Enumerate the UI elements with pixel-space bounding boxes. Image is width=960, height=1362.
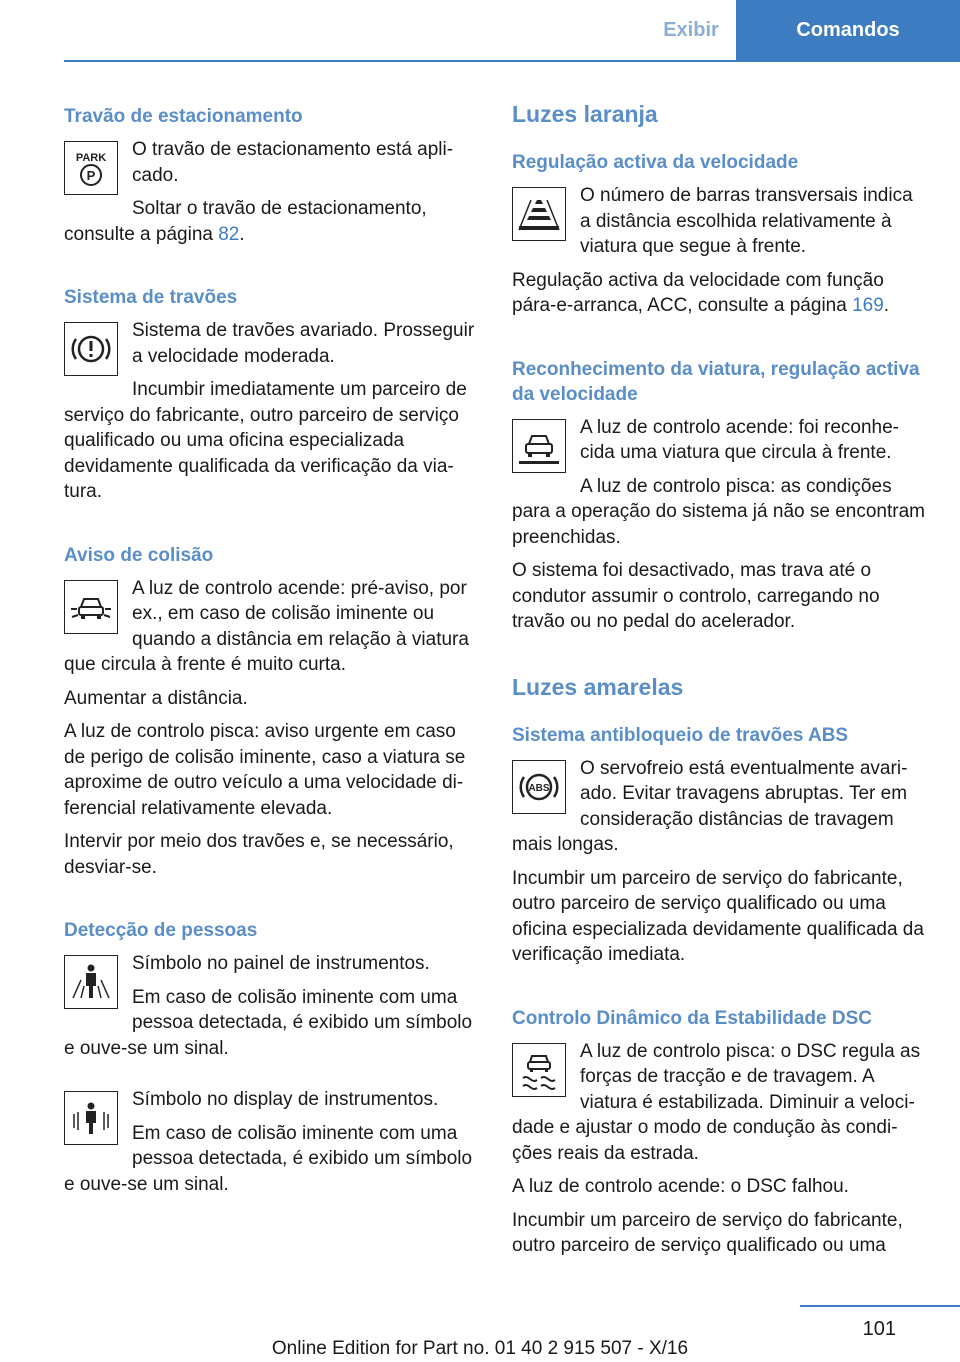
page-ref-link[interactable]: 82 <box>218 223 240 245</box>
section-title: Travão de estacionamento <box>64 106 303 127</box>
page-number: 101 <box>862 1318 896 1340</box>
paragraph: A luz de controlo pisca: o DSC regula as forças de tracção e de travagem. A viatura é estabilizada. Diminuir a velocidade e ajustar o modo de condução às condições reais da estrada. <box>512 1040 921 1164</box>
icon-block <box>64 318 480 513</box>
vehicle-detected-icon <box>512 419 566 473</box>
section-vehicle-detection <box>512 357 926 643</box>
pedestrian-sound-icon <box>64 1091 118 1145</box>
paragraph: Símbolo no painel de instrumentos. <box>132 953 430 974</box>
paragraph: A luz de controlo acende: foi reconhecida uma viatura que circula à frente. <box>580 416 899 463</box>
heading-yellow-lights: Luzes amarelas <box>512 673 684 700</box>
section-title: Sistema de travões <box>64 287 238 308</box>
section-parking-brake <box>64 104 480 255</box>
abs-icon-label: ABS <box>528 782 550 794</box>
paragraph: Incumbir um parceiro de serviço do fabricante, outro parceiro de serviço qualificado ou uma <box>512 1209 903 1256</box>
paragraph: Sistema de travões avariado. Prosseguir a velocidade moderada. <box>132 320 475 367</box>
svg-text:P: P <box>86 168 96 183</box>
paragraph: Aumentar a distância. <box>64 687 248 709</box>
text: . <box>883 295 890 316</box>
paragraph: Em caso de colisão iminente com uma pessoa detectada, é exibido um símbolo e ouve-se um sinal. <box>64 986 473 1059</box>
dsc-icon <box>512 1043 566 1097</box>
section-title: Controlo Dinâmico da Estabilidade DSC <box>512 1007 872 1029</box>
distance-bars-icon <box>512 187 566 241</box>
tab-comandos[interactable]: Comandos <box>736 0 960 60</box>
page-ref-link[interactable]: 169 <box>852 295 884 316</box>
header-tabs <box>646 0 960 60</box>
section-collision-warning <box>64 543 480 889</box>
icon-block <box>512 415 926 643</box>
section-title: Aviso de colisão <box>64 544 214 566</box>
text: . <box>239 223 245 245</box>
paragraph <box>64 196 480 247</box>
section-title: Detecção de pessoas <box>64 920 258 941</box>
paragraph: O travão de estacionamento está aplicado. <box>132 139 454 186</box>
svg-text:PARK: PARK <box>75 152 107 164</box>
paragraph <box>512 268 926 319</box>
icon-block <box>512 756 926 976</box>
section-dsc <box>512 1006 926 1267</box>
paragraph: Incumbir um parceiro de serviço do fabricante, outro parceiro de serviço qualificado ou uma oficina especializada devidamente qualificada da verificação imediata. <box>512 867 924 965</box>
paragraph: O número de barras transversais indica a distância escolhida relativamente à viatura que segue à frente. <box>580 185 913 257</box>
edition-footer: Online Edition for Part no. 01 40 2 915 507 - X/16 <box>271 1338 689 1359</box>
collision-warning-icon <box>64 580 118 634</box>
heading-orange-lights: Luzes laranja <box>512 101 658 127</box>
paragraph: A luz de controlo acende: o DSC falhou. <box>512 1176 849 1197</box>
icon-block <box>64 951 480 1069</box>
header-divider <box>64 60 960 62</box>
brake-warning-icon <box>64 322 118 376</box>
paragraph: Incumbir imediatamente um parceiro de serviço do fabricante, outro parceiro de serviço qualificado ou uma oficina especializada devidamente qualificada da verificação da viatura. <box>64 379 467 502</box>
paragraph: O servofreio está eventualmente avariado. Evitar travagens abruptas. Ter em consideração distâncias de travagem mais longas. <box>512 757 908 855</box>
abs-icon <box>512 760 566 814</box>
section-abs <box>512 723 926 976</box>
section-title: Reconhecimento da viatura, regulação activa da velocidade <box>512 358 920 405</box>
paragraph: Em caso de colisão iminente com uma pessoa detectada, é exibido um símbolo e ouve-se um sinal. <box>64 1122 473 1195</box>
paragraph: A luz de controlo pisca: as condições para a operação do sistema já não se encontram preenchidas. <box>512 475 925 548</box>
footer-divider <box>800 1305 960 1307</box>
pedestrian-icon <box>64 955 118 1009</box>
park-brake-icon <box>64 141 118 195</box>
paragraph: Símbolo no display de instrumentos. <box>132 1089 439 1110</box>
icon-block <box>512 1039 926 1267</box>
section-active-cruise <box>512 150 926 327</box>
section-title: Sistema antibloqueio de travões ABS <box>512 724 849 746</box>
paragraph: A luz de controlo pisca: aviso urgente em caso de perigo de colisão iminente, caso a viatura se aproxime de outro veículo a uma velocidade diferencial relativamente elevada. <box>64 721 466 819</box>
right-column <box>512 100 926 1297</box>
left-column <box>64 100 480 1235</box>
paragraph: O sistema foi desactivado, mas trava até o condutor assumir o controlo, carregando no travão ou no pedal do acelerador. <box>512 560 880 632</box>
icon-block <box>64 576 480 889</box>
paragraph: A luz de controlo acende: pré-aviso, por ex., em caso de colisão iminente ou quando a distância em relação à viatura que circula à frente é muito curta. <box>64 577 469 675</box>
text: Soltar o travão de estacionamento, consulte a página <box>64 198 427 245</box>
section-brake-system <box>64 285 480 513</box>
section-pedestrian-detection <box>64 918 480 1205</box>
paragraph: Intervir por meio dos travões e, se necessário, desviar-se. <box>64 831 454 878</box>
icon-block <box>64 1087 480 1205</box>
section-title: Regulação activa da velocidade <box>512 152 799 173</box>
icon-block <box>512 183 926 327</box>
icon-block <box>64 137 480 255</box>
text: Regulação activa da velocidade com função pára-e-arranca, ACC, consulte a página <box>512 269 884 316</box>
tab-exibir[interactable]: Exibir <box>663 18 719 41</box>
